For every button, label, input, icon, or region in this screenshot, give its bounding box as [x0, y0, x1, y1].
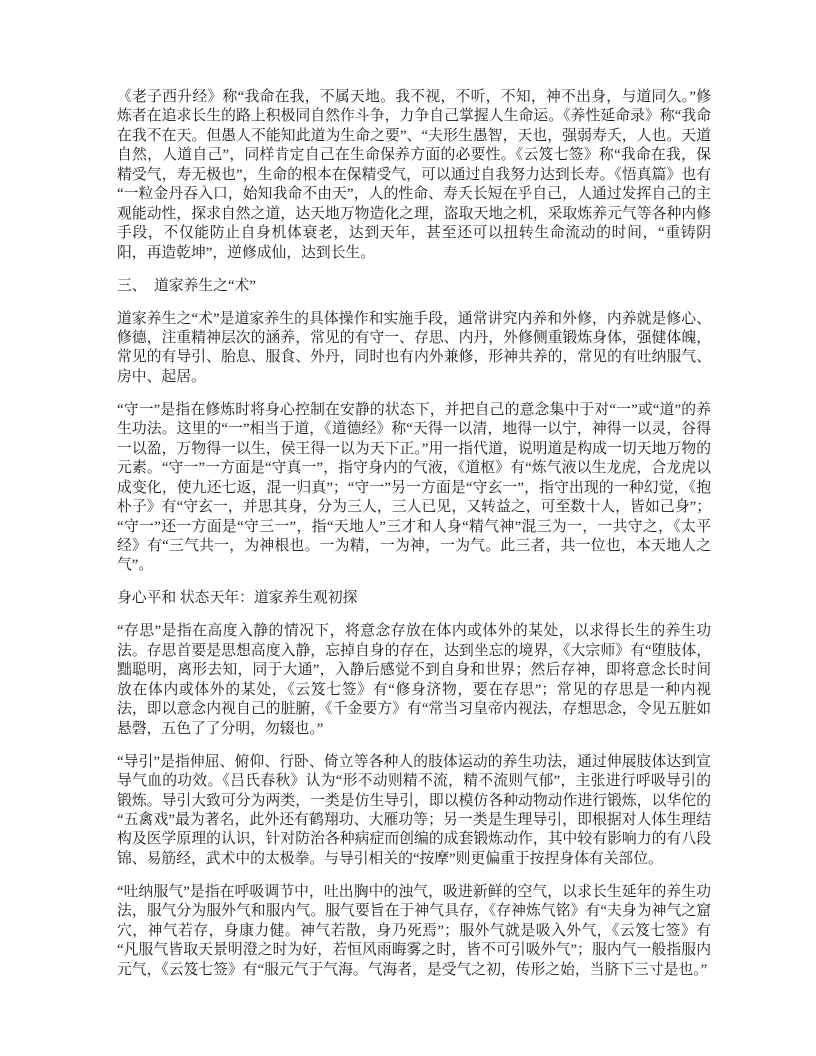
article-title-line: 身心平和 状态天年：道家养生观初探: [117, 590, 358, 607]
paragraph-shu-overview: 道家养生之“术”是道家养生的具体操作和实施手段，通常讲究内养和外修，内养就是修心、修德，注重精神层次的涵养，常见的有守一、存思、内丹，外修侧重锻炼身体，强健体魄，常见的有导引、胎息、服食、外丹，同时也有内外兼修，形神共养的，常见的有吐纳服气、房中、起居。: [117, 310, 711, 385]
paragraph-tuna-fuqi: “吐纳服气”是指在呼吸调节中，吐出胸中的浊气，吸进新鲜的空气，以求长生延年的养生功法，服气分为服外气和服内气。服气要旨在于神气具存，《存神炼气铭》有“夫身为神气之窟穴，神气若存，身康力健。神气若散，身乃死焉”；服外气就是吸入外气，《云笈七签》有“凡服气皆取天景明澄之时为好，若恒风雨晦雾之时，皆不可引吸外气”；服内气一般指服内元气，《云笈七签》有“服元气于气海。气海者，是受气之初，传形之始，当脐下三寸是也。”: [117, 883, 711, 978]
paragraph-cunsi: “存思”是指在高度入静的情况下，将意念存放在体内或体外的某处，以求得长生的养生功法。存思首要是思想高度入静，忘掉自身的存在，达到坐忘的境界，《大宗师》有“堕肢体，黜聪明，离形去知，同于大通”，入静后感觉不到自身和世界；然后存神，即将意念长时间放在体内或体外的某处，《云笈七签》有“修身济物，要在存思”；常见的存思是一种内视法，即以意念内视自己的脏腑，《千金要方》有“常当习皇帝内视法，存想思念，令见五脏如悬磬，五色了了分明，勿辍也。”: [117, 623, 711, 737]
paragraph-wo-ming-zai-wo: 《老子西升经》称“我命在我，不属天地。我不视，不听，不知，神不出身，与道同久。”修炼者在追求长生的路上积极同自然作斗争，力争自己掌握人生命运。《养性延命录》称“我命在我不在天。但愚人不能知此道为生命之要”、“夫形生愚智，天也，强弱寿夭，人也。天道自然，人道自己”，同样肯定自己在生命保养方面的必要性。《云笈七签》称“我命在我，保精受气，寿无极也”，生命的根本在保精受气，可以通过自我努力达到长寿。《悟真篇》也有“一粒金丹吞入口，始知我命不由天”，人的性命、寿夭长短在乎自己，人通过发挥自己的主观能动性，探求自然之道，达天地万物造化之理，盗取天地之机，采取炼养元气等各种内修手段，不仅能防止自身机体衰老，达到天年，甚至还可以扭转生命流动的时间，“重铸阴阳，再造乾坤”，逆修成仙，达到长生。: [117, 89, 711, 261]
paragraph-daoyin: “导引”是指伸屈、俯仰、行卧、倚立等各种人的肢体运动的养生功法，通过伸展肢体达到宣导气血的功效。《吕氏春秋》认为“形不动则精不流，精不流则气郁”，主张进行呼吸导引的锻炼。导引大致可分为两类，一类是仿生导引，即以模仿各种动物动作进行锻炼，以华佗的“五禽戏”最为著名，此外还有鹤翔功、大雁功等；另一类是生理导引，即根据对人体生理结构及医学原理的认识，针对防治各种病症而创编的成套锻炼动作，其中较有影响力的有八段锦、易筋经，武术中的太极拳。与导引相关的“按摩”则更偏重于按捏身体有关部位。: [117, 753, 711, 867]
section-heading-daojia-yangsheng-shu: 三、 道家养生之“术”: [117, 277, 256, 294]
text-block: [117, 88, 711, 994]
paragraph-shouyi: “守一”是指在修炼时将身心控制在安静的状态下，并把自己的意念集中于对“一”或“道”的养生功法。这里的“一”相当于道，《道德经》称“天得一以清，地得一以宁，神得一以灵，谷得一以盈，万物得一以生，侯王得一以为天下正。”用一指代道，说明道是构成一切天地万物的元素。“守一”一方面是“守真一”，指守身内的气液，《道枢》有“炼气液以生龙虎，合龙虎以成变化，使九还七返，混一归真”；“守一”另一方面是“守玄一”，指守出现的一种幻觉，《抱朴子》有“守玄一，并思其身，分为三人，三人已见，又转益之，可至数十人，皆如己身”；“守一”还一方面是“守三一”，指“天地人”三才和人身“精气神”混三为一，一共守之，《太平经》有“三气共一，为神根也。一为精，一为神，一为气。此三者，共一位也，本天地人之气”。: [117, 401, 711, 574]
